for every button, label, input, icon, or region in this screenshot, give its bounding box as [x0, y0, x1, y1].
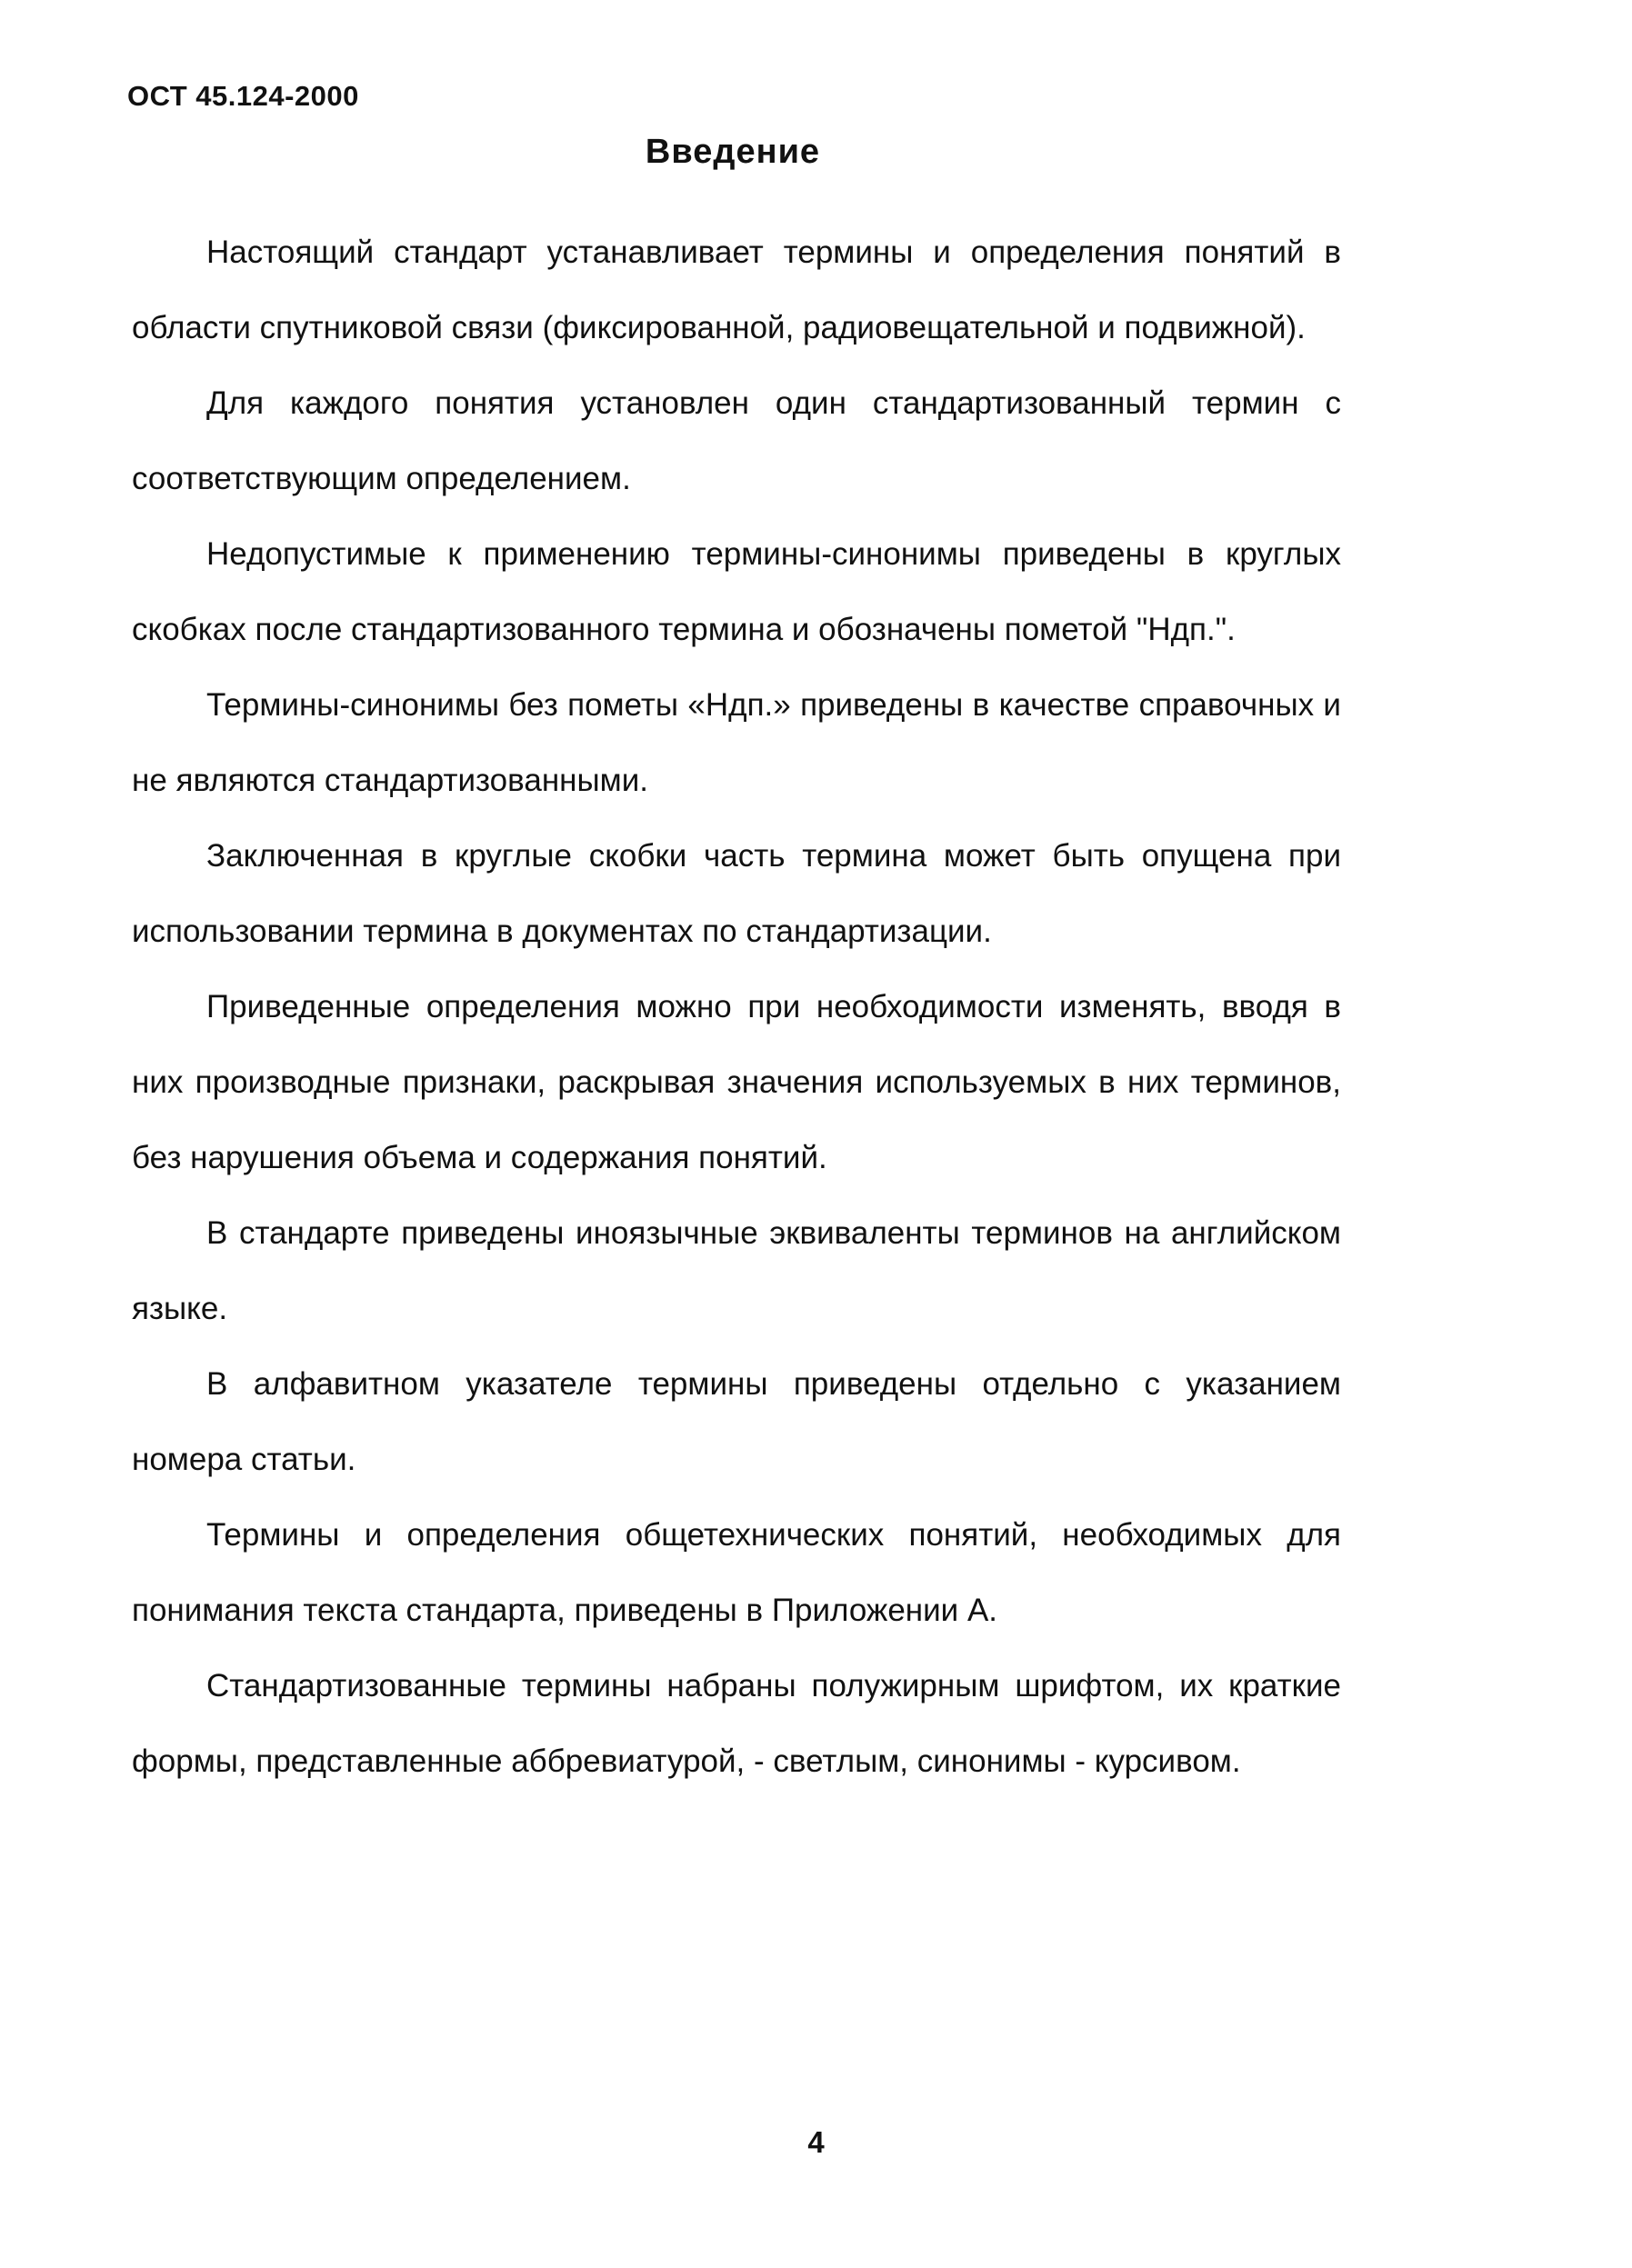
paragraph: Приведенные определения можно при необходимости изменять, вводя в них производные признаки, раскрывая значения используемых в них терминов, без нарушения объема и содержания понятий.: [132, 989, 1341, 1175]
paragraph: Термины и определения общетехнических понятий, необходимых для понимания текста стандарта, приведены в Приложении А.: [132, 1517, 1341, 1628]
document-code: ОСТ 45.124-2000: [127, 80, 359, 112]
paragraph: Стандартизованные термины набраны полужирным шрифтом, их краткие формы, представленные аббревиатурой, - светлым, синонимы - курсивом.: [132, 1668, 1341, 1779]
paragraph: Для каждого понятия установлен один стандартизованный термин с соответствующим определением.: [132, 385, 1341, 496]
paragraph: В алфавитном указателе термины приведены отдельно с указанием номера статьи.: [132, 1366, 1341, 1477]
page-number: 4: [807, 2125, 825, 2159]
paragraph: Термины-синонимы без пометы «Ндп.» приведены в качестве справочных и не являются стандартизованными.: [132, 687, 1341, 798]
introduction-body: [132, 215, 1341, 1799]
paragraph: Недопустимые к применению термины-синонимы приведены в круглых скобках после стандартизованного термина и обозначены пометой "Ндп.".: [132, 536, 1341, 647]
paragraph: Настоящий стандарт устанавливает термины и определения понятий в области спутниковой связи (фиксированной, радиовещательной и подвижной).: [132, 235, 1341, 345]
paragraph: В стандарте приведены иноязычные эквиваленты терминов на английском языке.: [132, 1215, 1341, 1326]
paragraph: Заключенная в круглые скобки часть термина может быть опущена при использовании термина в документах по стандартизации.: [132, 838, 1341, 949]
section-title: Введение: [645, 133, 821, 171]
